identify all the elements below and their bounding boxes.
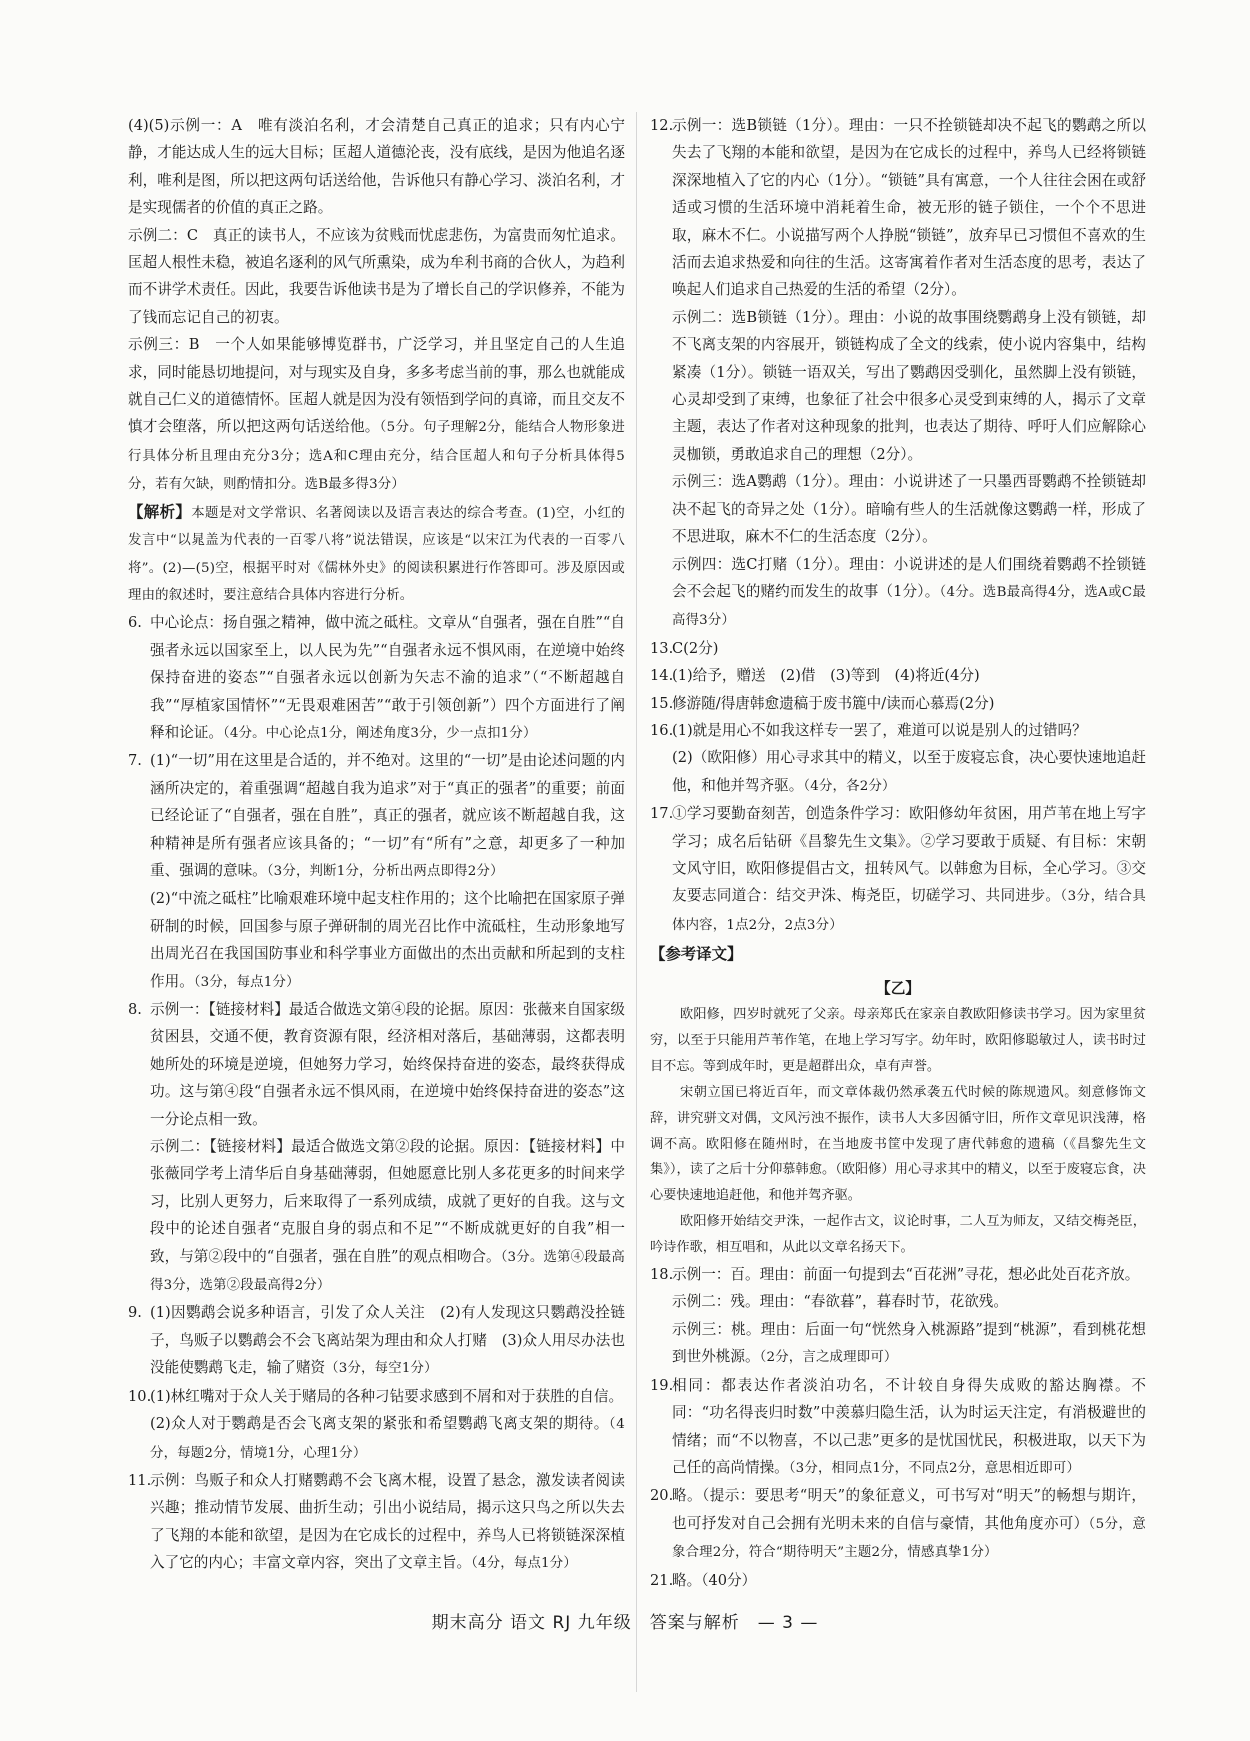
q7-part2: (2)“中流之砥柱”比喻艰难环境中起支柱作用的；这个比喻把在国家原子弹研制的时候，回国参与原子弹研制的周光召比作中流砥柱，生动形象地写出周光召在我国国防事业和科学事业方面做出的杰出贡献和所起到的支柱作用。（3分，每点1分） [150, 890, 625, 990]
q5-example-2: 示例二：C 真正的读书人，不应该为贫贱而忧虑悲伤，为富贵而匆忙追求。匡超人根性未稳，被追名逐利的风气所熏染，成为牟利书商的合伙人，为趋利而不讲学术责任。因此，我要告诉他读书是为了增长自己的学识修养，不能为了钱而忘记自己的初衷。 [128, 226, 625, 326]
translation-para-3: 欧阳修开始结交尹洙，一起作古文，议论时事，二人互为师友，又结交梅尧臣，吟诗作歌，相互唱和，从此以文章名扬天下。 [650, 1214, 1146, 1256]
q20-answer: 略。（提示：要思考“明天”的象征意义，可书写对“明天”的畅想与期许，也可抒发对自己会拥有光明未来的自信与豪情，其他角度亦可）（5分，意象合理2分，符合“期待明天”主题2分，情感真挚1分） [672, 1487, 1146, 1561]
q12-example-4: 示例四：选C打赌（1分）。理由：小说讲述的是人们围绕着鹦鹉不拴锁链会不会起飞的赌约而发生的故事（1分）。（4分。选B最高得4分，选A或C最高得3分） [672, 555, 1146, 629]
q6-number: 6. [128, 614, 142, 632]
left-column [128, 112, 625, 1578]
q18-number: 18. [650, 1266, 674, 1284]
q16 [650, 717, 1146, 800]
q15-answer: 修游随/得唐韩愈遗稿于废书簏中/读而心慕焉(2分) [672, 694, 995, 712]
q8-number: 8. [128, 1001, 142, 1018]
q8-example-2: 示例二：【链接材料】最适合做选文第②段的论据。原因：【链接材料】中张薇同学考上清华后自身基础薄弱，但她愿意比别人多花更多的时间来学习，比别人更努力，后来取得了一系列成绩，成就了更好的自我。这与文段中的论述自强者“克服自身的弱点和不足”“不断成就更好的自我”相一致，与第②段中的“自强者，强在自胜”的观点相吻合。（3分。选第④段最高得3分，选第②段最高得2分） [150, 1138, 625, 1294]
analysis-tag: 【解析】 [128, 502, 192, 521]
q21-number: 21. [650, 1571, 674, 1589]
q7 [128, 747, 625, 996]
q13-answer: C(2分) [672, 639, 719, 657]
q18-example-1: 示例一：百。理由：前面一句提到去“百花洲”寻花，想必此处百花齐放。 [672, 1266, 1140, 1284]
right-column [650, 112, 1146, 1594]
q7-part1: (1)“一切”用在这里是合适的，并不绝对。这里的“一切”是由论述问题的内涵所决定的，着重强调“超越自我为追求”对于“真正的强者”的重要；前面已经论证了“自强者，强在自胜”，真正的强者，就应该不断超越自我，这种精神是所有强者应该具备的；“一切”有“所有”之意，却更多了一种加重、强调的意味。（3分，判断1分，分析出两点即得2分） [150, 752, 625, 879]
q13-number: 13. [650, 639, 674, 657]
page-footer: 期末高分 语文 RJ 九年级 答案与解析 — 3 — [431, 1613, 819, 1633]
q12-example-2: 示例二：选B锁链（1分）。理由：小说的故事围绕鹦鹉身上没有锁链，却不飞离支架的内容展开，锁链构成了全文的线索，使小说内容集中，结构紧凑（1分）。锁链一语双关，写出了鹦鹉因受驯化，虽然脚上没有锁链，心灵却受到了束缚，也象征了社会中很多心灵受到束缚的人，揭示了文章主题，表达了作者对这种现象的批判，也表达了期待、呼吁人们应解除心灵枷锁，勇敢追求自己的理想（2分）。 [672, 308, 1146, 463]
q18-example-2: 示例二：残。理由：“春欲暮”，暮春时节，花欲残。 [672, 1293, 1008, 1311]
q13 [650, 635, 1146, 662]
reference-translation [650, 941, 1146, 1261]
column-divider [636, 112, 637, 1692]
q20-number: 20. [650, 1487, 674, 1505]
q8-example-1: 示例一：【链接材料】最适合做选文第④段的论据。原因：张薇来自国家级贫困县，交通不便，教育资源有限，经济相对落后，基础薄弱，这都表明她所处的环境是逆境，但她努力学习，始终保持奋进的姿态，最终获得成功。这与第④段“自强者永远不惧风雨，在逆境中始终保持奋进的姿态”这一分论点相一致。 [150, 1001, 625, 1128]
section-yi-heading: 【乙】 [876, 979, 920, 997]
q7-number: 7. [128, 752, 142, 770]
q17-answer: ①学习要勤奋刻苦，创造条件学习：欧阳修幼年贫困，用芦苇在地上写字学习；成名后钻研《昌黎先生文集》。②学习要敢于质疑、有目标：宋朝文风守旧，欧阳修提倡古文，扭转风气。以韩愈为目标，全心学习。③交友要志同道合：结交尹洙、梅尧臣，切磋学习、共同进步。（3分，结合具体内容，1点2分，2点3分） [672, 805, 1146, 933]
q14-answer: (1)给予，赠送 (2)借 (3)等到 (4)将近(4分) [672, 667, 980, 685]
q17-number: 17. [650, 805, 674, 823]
q21-answer: 略。（40分） [672, 1571, 757, 1589]
translation-para-2: 宋朝立国已将近百年，而文章体裁仍然承袭五代时候的陈规遗风。刻意修饰文辞，讲究骈文对偶，文风污浊不振作，读书人大多因循守旧，所作文章见识浅薄，格调不高。欧阳修在随州时，在当地废书筐中发现了唐代韩愈的遗稿（《昌黎先生文集》），读了之后十分仰慕韩愈。（欧阳修）用心寻求其中的精义，以至于废寝忘食，决心要快速地追赶他，和他并驾齐驱。 [650, 1084, 1146, 1204]
q15 [650, 690, 1146, 717]
q10 [128, 1383, 625, 1467]
q14 [650, 662, 1146, 689]
q5-example-1: (4)(5)示例一：A 唯有淡泊名利，才会清楚自己真正的追求；只有内心宁静，才能达成人生的远大目标；匡超人道德沦丧，没有底线，是因为他追名逐利，唯利是图，所以把这两句话送给他，告诉他只有静心学习、淡泊名利，才是实现儒者的价值的真正之路。 [128, 117, 625, 217]
q15-number: 15. [650, 694, 674, 712]
q16-part1: (1)就是用心不如我这样专一罢了，难道可以说是别人的过错吗？ [672, 721, 1087, 739]
q9-answer: (1)因鹦鹉会说多种语言，引发了众人关注 (2)有人发现这只鹦鹉没拴链子，鸟贩子以鹦鹉会不会飞离站架为理由和众人打赌 (3)众人用尽办法也没能使鹦鹉飞走，输了赌资（3分，每空1分） [150, 1304, 625, 1377]
q9-number: 9. [128, 1304, 142, 1322]
q19 [650, 1372, 1146, 1483]
q5-analysis: 【解析】本题是对文学常识、名著阅读以及语言表达的综合考查。(1)空，小红的发言中“以晁盖为代表的一百零八将”说法错误，应该是“以宋江为代表的一百零八将”。(2)—(5)空，根据平时对《儒林外史》的阅读积累进行作答即可。涉及原因或理由的叙述时，要注意结合具体内容进行分析。 [128, 502, 625, 603]
q19-answer: 相同：都表达作者淡泊功名，不计较自身得失成败的豁达胸襟。不同：“功名得丧归时数”中羡慕归隐生活，认为时运天注定，有消极避世的情绪；而“不以物喜，不以己悲”更多的是忧国忧民，积极进取，以天下为己任的高尚情操。（3分，相同点1分，不同点2分，意思相近即可） [672, 1376, 1146, 1476]
q6 [128, 609, 625, 747]
q6-answer: 中心论点：扬自强之精神，做中流之砥柱。文章从“自强者，强在自胜”“自强者永远以国家至上，以人民为先”“自强者永远不惧风雨，在逆境中始终保持奋进的姿态”“自强者永远以创新为矢志不渝的追求”（“不断超越自我”“厚植家国情怀”“无畏艰难困苦”“敢于引领创新”）四个方面进行了阐释和论证。（4分。中心论点1分，阐述角度3分，少一点扣1分） [150, 614, 625, 741]
q11 [128, 1467, 625, 1578]
q18 [650, 1261, 1146, 1372]
translation-para-1: 欧阳修，四岁时就死了父亲。母亲郑氏在家亲自教欧阳修读书学习。因为家里贫穷，以至于只能用芦苇作笔，在地上学习写字。幼年时，欧阳修聪敏过人，读书时过目不忘。等到成年时，更是超群出众，卓有声誉。 [650, 1007, 1146, 1074]
q11-number: 11. [128, 1471, 152, 1489]
q8 [128, 996, 625, 1299]
q12-example-1: 示例一：选B锁链（1分）。理由：一只不拴锁链却决不起飞的鹦鹉之所以失去了飞翔的本能和欲望，是因为在它成长的过程中，养鸟人已经将锁链深深地植入了它的内心（1分）。“锁链”具有寓意，一个人往往会困在或舒适或习惯的生活环境中消耗着生命，被无形的链子锁住，一个个不思进取，麻木不仁。小说描写两个人挣脱“锁链”，放弃早已习惯但不喜欢的生活而去追求热爱和向往的生活。这寄寓着作者对生活态度的思考，表达了唤起人们追求自己热爱的生活的希望（2分）。 [672, 117, 1146, 299]
q19-number: 19. [650, 1376, 674, 1394]
q10-part1: (1)林红嘴对于众人关于赌局的各种刁钻要求感到不屑和对于获胜的自信。 [150, 1387, 624, 1405]
q5-answers [128, 112, 625, 609]
q10-part2: (2)众人对于鹦鹉是否会飞离支架的紧张和希望鹦鹉飞离支架的期待。（4分，每题2分，情境1分，心理1分） [150, 1415, 625, 1461]
q9 [128, 1299, 625, 1382]
q5-score: （5分。句子理解2分，能结合人物形象进行具体分析且理由充分3分；选A和C理由充分，结合匡超人和句子分析具体得5分，若有欠缺，则酌情扣分。选B最多得3分） [128, 420, 625, 493]
q18-example-3: 示例三：桃。理由：后面一句“恍然身入桃源路”提到“桃源”，看到桃花想到世外桃源。（2分，言之成理即可） [672, 1320, 1146, 1366]
q14-number: 14. [650, 667, 674, 685]
q10-number: 10. [128, 1387, 152, 1405]
q16-part2: (2)（欧阳修）用心寻求其中的精义，以至于废寝忘食，决心要快速地追赶他，和他并驾齐驱。（4分，各2分） [672, 749, 1146, 794]
q12 [650, 112, 1146, 635]
q21 [650, 1567, 1146, 1594]
q12-number: 12. [650, 117, 674, 134]
q16-number: 16. [650, 721, 674, 739]
q12-example-3: 示例三：选A鹦鹉（1分）。理由：小说讲述了一只墨西哥鹦鹉不拴锁链却决不起飞的奇异之处（1分）。暗喻有些人的生活就像这鹦鹉一样，形成了不思进取，麻木不仁的生活态度（2分）。 [672, 473, 1146, 546]
q17 [650, 800, 1146, 939]
q11-answer: 示例：鸟贩子和众人打赌鹦鹉不会飞离木棍，设置了悬念，激发读者阅读兴趣；推动情节发展、曲折生动；引出小说结局，揭示这只鸟之所以失去了飞翔的本能和欲望，是因为在它成长的过程中，养鸟人已将锁链深深植入了它的内心；丰富文章内容，突出了文章主旨。（4分，每点1分） [150, 1471, 625, 1572]
reference-translation-tag: 【参考译文】 [650, 945, 743, 964]
q20 [650, 1482, 1146, 1566]
q5-example-3: 示例三：B 一个人如果能够博览群书，广泛学习，并且坚定自己的人生追求，同时能恳切地提问，对与现实及自身，多多考虑当前的事，那么也就能成就自己仁义的道德情怀。匡超人就是因为没有领悟到学问的真谛，而且交友不慎才会堕落，所以把这两句话送给他。（5分。句子理解2分，能结合人物形象进行具体分析且理由充分3分；选A和C理由充分，结合匡超人和句子分析具体得5分，若有欠缺，则酌情扣分。选B最多得3分） [128, 336, 625, 493]
